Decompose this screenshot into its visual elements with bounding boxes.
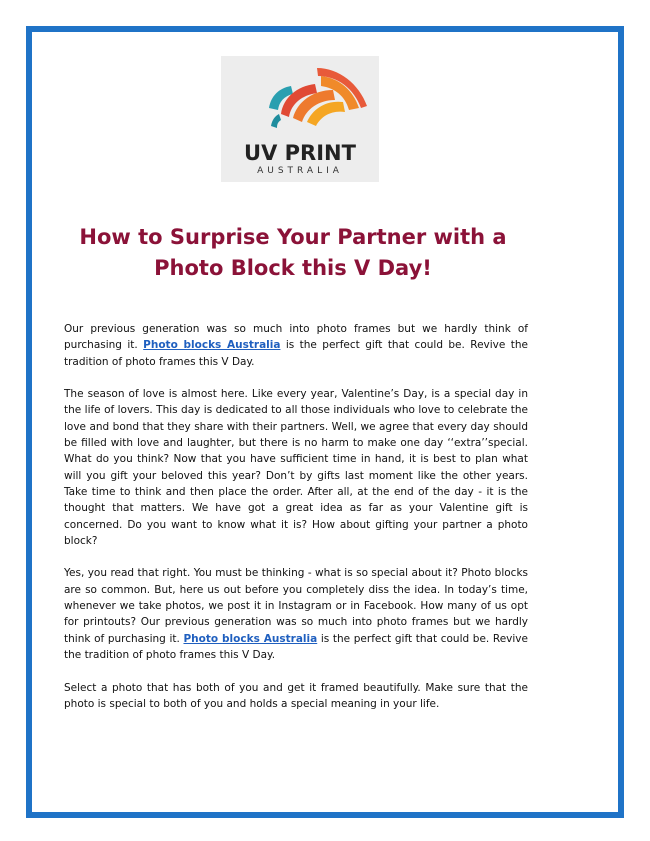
company-logo: [221, 56, 379, 182]
paragraph-1: [64, 321, 528, 370]
page-title: [40, 222, 546, 284]
title-line-2: Photo Block this V Day!: [154, 256, 432, 280]
paragraph-1-text-before: Our previous generation was so much into photo frames but we hardly think of purchasing it.: [64, 323, 528, 352]
logo-sub-text: AUSTRALIA: [257, 166, 343, 176]
paragraph-3-text-before: Yes, you read that right. You must be thinking - what is so special about it? Photo blocks are so common. But, here us out before you completely diss the idea. In today’s time, whenever we take photos, we post it in Instagram or in Facebook. How many of us opt for printouts? Our previous generation was so much into photo frames but we hardly think of purchasing it.: [64, 567, 528, 645]
photo-blocks-australia-link-1[interactable]: Photo blocks Australia: [143, 339, 281, 352]
paragraph-2: The season of love is almost here. Like every year, Valentine’s Day, is a special day in the life of lovers. This day is dedicated to all those individuals who love to celebrate the love and bond that they share with their partners. Well, we agree that every day should be filled with love and laughter, but there is no harm to make one day ‘‘extra’’special. What do you think? Now that you have sufficient time in hand, it is best to plan what will you gift your beloved this year? Don’t by gifts last moment like the other years. Take time to think and then place the order. After all, at the end of the day - it is the thought that matters. We have got a great idea as far as your Valentine gift is concerned. Do you want to know what it is? How about gifting your partner a photo block?: [64, 388, 528, 547]
logo-arcs-icon: [221, 56, 379, 146]
paragraph-3-text-after: is the perfect gift that could be. Revive the tradition of photo frames this V Day.: [64, 632, 528, 661]
logo-brand-text: UV PRINT: [244, 141, 356, 165]
article-body: [64, 321, 528, 728]
paragraph-4: Select a photo that has both of you and get it framed beautifully. Make sure that the photo is special to both of you and holds a special meaning in your life.: [64, 681, 528, 710]
paragraph-3: [64, 565, 528, 663]
photo-blocks-australia-link-2[interactable]: Photo blocks Australia: [183, 632, 318, 645]
paragraph-1-text-after: is the perfect gift that could be. Revive the tradition of photo frames this V Day.: [64, 339, 528, 368]
title-line-1: How to Surprise Your Partner with a: [79, 225, 507, 249]
